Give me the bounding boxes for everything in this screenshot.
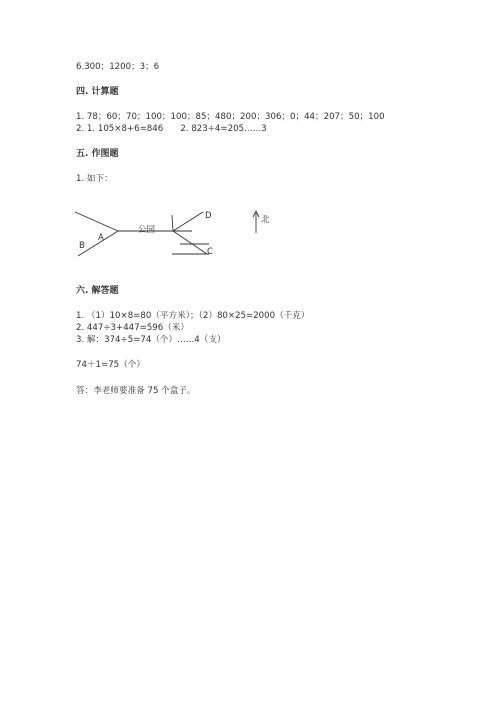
road-park-to-c — [173, 231, 207, 254]
section-6-title: 六. 解答题 — [76, 286, 119, 296]
section-6-line-5: 答：李老师要准备 75 个盒子。 — [76, 386, 196, 396]
section-4-title: 四. 计算题 — [76, 87, 119, 97]
section-6-line-3: 3. 解：374÷5=74（个）……4（支） — [76, 335, 226, 345]
section-6-line-1: 1. （1）10×8=80（平方米）；（2）80×25=2000（千克） — [76, 311, 310, 321]
label-park: 公园 — [138, 225, 156, 235]
road-to-a — [75, 212, 118, 231]
label-b: B — [79, 241, 85, 251]
section-4-line-2: 2. 1. 105×8+6=846 2. 823÷4=205……3 — [76, 124, 267, 134]
label-d: D — [205, 211, 212, 221]
section-4-line-1: 1. 78；60；70；100；100；85；480；200；306；0；44；207；50；100 — [76, 112, 385, 122]
route-diagram — [70, 200, 280, 262]
label-c: C — [207, 247, 213, 257]
section-5-title: 五. 作图题 — [76, 149, 119, 159]
road-park-upper — [172, 215, 173, 231]
label-north: 北 — [261, 215, 270, 225]
answer-q6: 6.300；1200；3；6 — [76, 62, 160, 72]
section-6-line-2: 2. 447÷3+447=596（米） — [76, 323, 189, 333]
section-6-line-4: 74＋1=75（个） — [76, 360, 145, 370]
road-park-to-d — [173, 212, 203, 231]
section-5-line-1: 1. 如下： — [76, 174, 113, 184]
label-a: A — [98, 233, 104, 243]
